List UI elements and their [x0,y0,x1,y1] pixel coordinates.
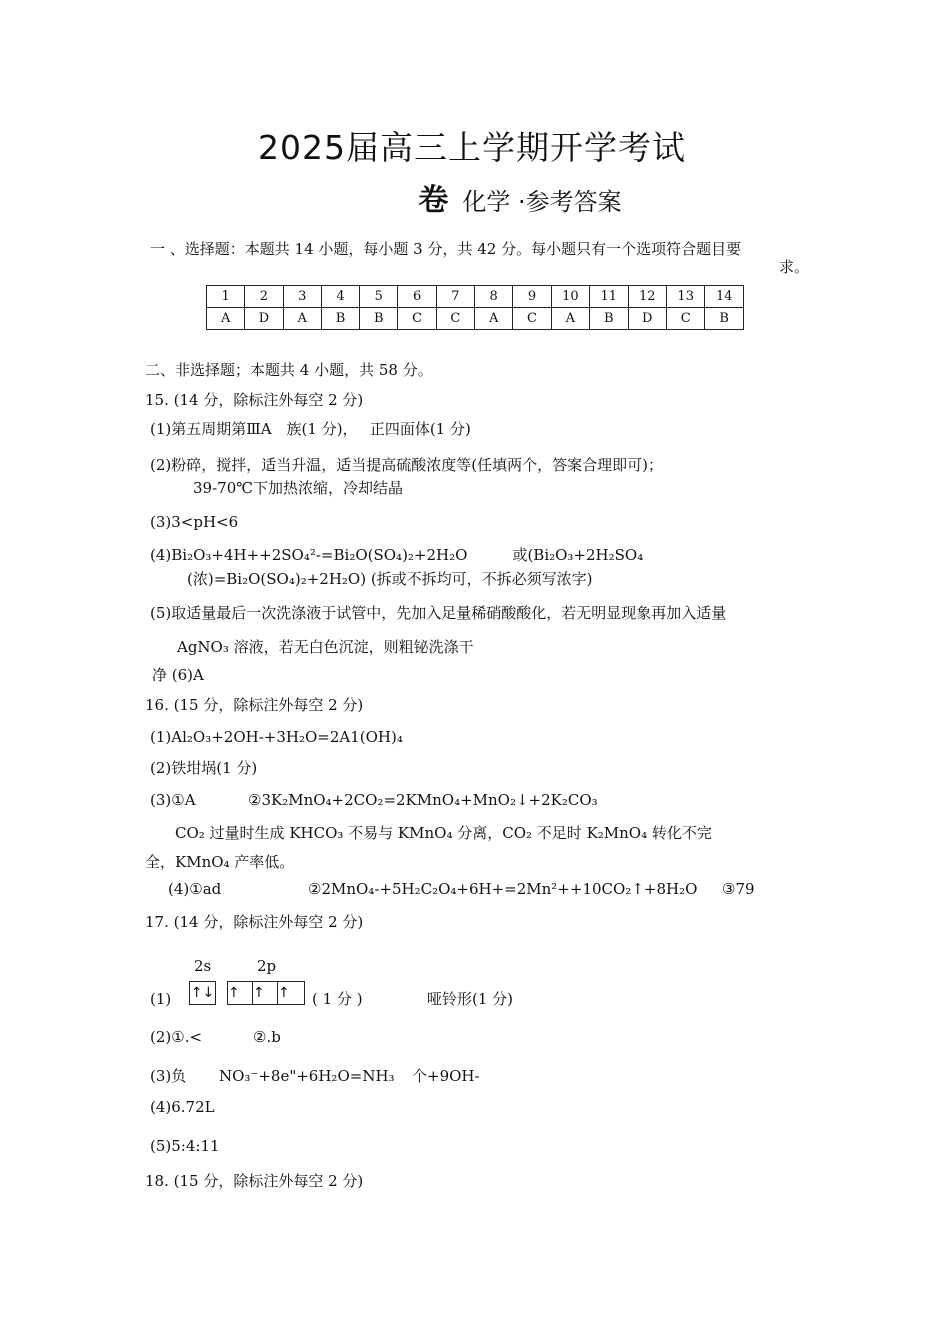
q15-answer-1: (1)第五周期第ⅢA 族(1 分)， 正四面体(1 分) [150,420,471,438]
orbital-2p-cell: ↑ [228,982,253,1004]
orbital-2p-cells [227,981,305,1005]
q16-answer-3a: (3)①A [150,791,196,809]
answer-cell: C [398,308,436,330]
answer-cell: D [628,308,666,330]
answer-cell: C [436,308,474,330]
q17-answer-2b: ②.b [253,1028,281,1046]
q17-answer-5: (5)5:4:11 [150,1137,220,1155]
q17-answer-1-label: (1) [150,990,172,1008]
question-number: 9 [513,286,551,308]
q15-answer-2: (2)粉碎，搅拌，适当升温，适当提高硫酸浓度等(任填两个，答案合理即可)； [150,456,663,474]
orbital-2p-cell: ↑ [253,982,278,1004]
answer-cell: B [360,308,398,330]
q17-answer-2a: (2)①.< [150,1028,203,1046]
answer-cell: A [207,308,245,330]
q15-answer-2-cont: 39-70℃下加热浓缩，冷却结晶 [193,479,404,497]
q16-answer-2: (2)铁坩埚(1 分) [150,759,258,777]
q15-answer-5-cont: AgNO₃ 溶液，若无白色沉淀，则粗铋洗涤干 [177,638,474,656]
answer-table-answer-row [207,308,744,330]
answer-cell: D [245,308,283,330]
q16-answer-4a: (4)①ad [168,880,222,898]
orbital-label-2p: 2p [257,957,277,975]
question-number: 1 [207,286,245,308]
q16-answer-3-note: CO₂ 过量时生成 KHCO₃ 不易与 KMnO₄ 分离，CO₂ 不足时 K₂MnO₄ 转化不完 [175,824,712,842]
subtitle-juan: 卷 [418,183,449,218]
orbital-2s-arrows: ↑↓ [190,985,215,1001]
section2-instruction: 二、非选择题；本题共 4 小题，共 58 分。 [145,361,433,379]
answer-cell: A [475,308,513,330]
section1-instruction-cont: 求。 [779,258,810,276]
q17-answer-3c: 个+9OH- [412,1067,480,1085]
q17-answer-3a: (3)负 [150,1067,187,1085]
answer-cell: B [705,308,744,330]
section1-instruction: 一 、选择题：本题共 14 小题，每小题 3 分，共 42 分。每小题只有一个选项符合题目要 [150,240,742,258]
answer-cell: C [666,308,704,330]
q17-heading: 17. (14 分，除标注外每空 2 分) [145,913,364,931]
q15-heading: 15. (14 分，除标注外每空 2 分) [145,391,364,409]
q15-answer-4-cont: (浓)=Bi₂O(SO₄)₂+2H₂O) (拆或不拆均可，不拆必须写浓字) [187,570,593,588]
q15-answer-4: (4)Bi₂O₃+4H++2SO₄²-=Bi₂O(SO₄)₂+2H₂O 或(Bi₂O₃+2H₂SO₄ [150,546,644,564]
subtitle-rest: 化学 ·参考答案 [462,188,622,216]
orbital-box-2s [189,981,216,1005]
question-number: 8 [475,286,513,308]
question-number: 6 [398,286,436,308]
q16-heading: 16. (15 分，除标注外每空 2 分) [145,696,364,714]
q16-answer-3-note-cont: 全，KMnO₄ 产率低。 [145,853,295,871]
question-number: 10 [551,286,589,308]
q17-answer-4: (4)6.72L [150,1098,215,1116]
orbital-2s-cell [189,981,216,1005]
page-title: 2025届高三上学期开学考试 [258,128,686,167]
answer-cell: B [590,308,628,330]
q16-answer-3b: ②3K₂MnO₄+2CO₂=2KMnO₄+MnO₂↓+2K₂CO₃ [248,791,598,809]
question-number: 7 [436,286,474,308]
q17-answer-1-shape: 哑铃形(1 分) [427,990,514,1008]
question-number: 14 [705,286,744,308]
question-number: 12 [628,286,666,308]
question-number: 3 [283,286,321,308]
answer-table [206,285,744,330]
q17-answer-1-score: ( 1 分 ) [312,990,363,1008]
question-number: 5 [360,286,398,308]
answer-cell: A [551,308,589,330]
question-number: 13 [666,286,704,308]
page-subtitle [0,175,950,219]
q18-heading: 18. (15 分，除标注外每空 2 分) [145,1172,364,1190]
q17-answer-3b: NO₃⁻+8e"+6H₂O=NH₃ [219,1067,395,1085]
q16-answer-4c: ③79 [722,880,755,898]
answer-cell: B [321,308,359,330]
answer-cell: C [513,308,551,330]
answer-cell: A [283,308,321,330]
answer-table-number-row [207,286,744,308]
q15-answer-6: 净 (6)A [152,666,204,684]
q15-answer-3: (3)3<pH<6 [150,513,239,531]
q16-answer-1: (1)Al₂O₃+2OH-+3H₂O=2A1(OH)₄ [150,728,403,746]
question-number: 11 [590,286,628,308]
orbital-label-2s: 2s [194,957,212,975]
q16-answer-4b: ②2MnO₄-+5H₂C₂O₄+6H+=2Mn²++10CO₂↑+8H₂O [308,880,698,898]
question-number: 4 [321,286,359,308]
orbital-box-2p [227,981,305,1005]
q15-answer-5: (5)取适量最后一次洗涤液于试管中，先加入足量稀硝酸酸化，若无明显现象再加入适量 [150,604,727,622]
orbital-2p-cell: ↑ [278,985,290,1001]
question-number: 2 [245,286,283,308]
